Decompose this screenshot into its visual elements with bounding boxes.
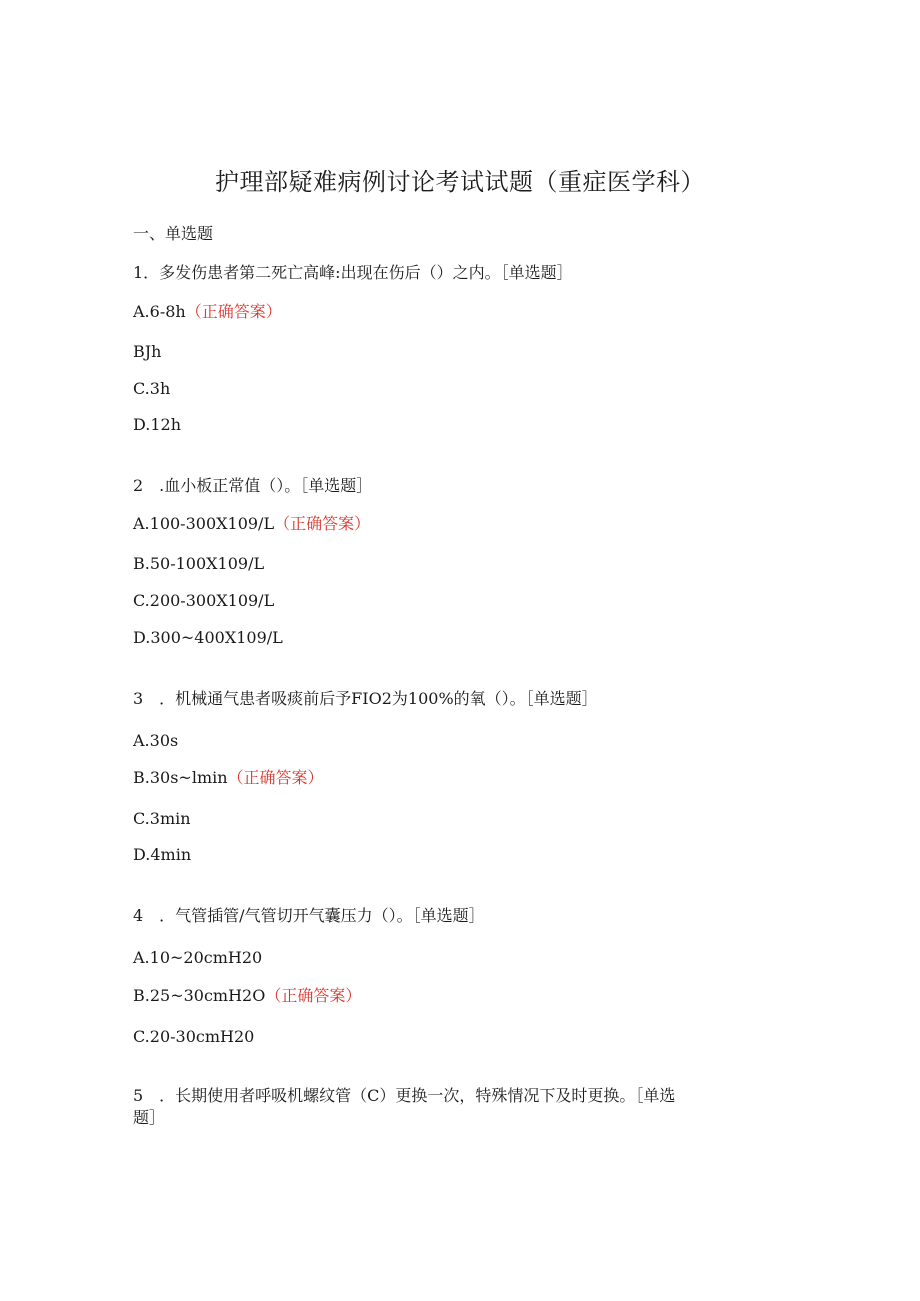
option-text: B.30s~lmin — [133, 768, 228, 787]
correct-answer-mark: （正确答案） — [265, 986, 362, 1005]
option-3c: C.3min — [133, 809, 191, 828]
correct-answer-mark: （正确答案） — [227, 768, 324, 787]
option-3d: D.4min — [133, 845, 192, 864]
option-2d: D.300~400X109/L — [133, 628, 283, 647]
option-4a: A.10~20cmH20 — [133, 948, 263, 967]
option-1c: C.3h — [133, 379, 171, 398]
correct-answer-mark: （正确答案） — [274, 514, 371, 533]
option-text: A.100-300X109/L — [133, 514, 275, 533]
question-1: 1．多发伤患者第二死亡高峰:出现在伤后（）之内。［单选题］ — [133, 263, 573, 282]
option-text: B.25~30cmH2O — [133, 986, 266, 1005]
option-3b — [133, 767, 324, 789]
option-4c: C.20-30cmH20 — [133, 1027, 255, 1046]
question-2: 2 .血小板正常值（）。［单选题］ — [133, 476, 373, 495]
option-text: A.6-8h — [133, 302, 186, 321]
option-1b: BJh — [133, 342, 162, 361]
option-3a: A.30s — [133, 731, 179, 750]
option-2b: B.50-100X109/L — [133, 554, 265, 573]
option-4b — [133, 985, 361, 1007]
question-3: 3 ．机械通气患者吸痰前后予FIO2为100%的氧（）。［单选题］ — [133, 689, 598, 708]
question-4: 4 ．气管插管/气管切开气囊压力（）。［单选题］ — [133, 906, 485, 925]
option-1a — [133, 301, 282, 323]
page-title: 护理部疑难病例讨论考试试题（重症医学科） — [215, 168, 705, 196]
option-2a — [133, 513, 370, 535]
question-5: 5 ．长期使用者呼吸机螺纹管（C）更换一次，特殊情况下及时更换。［单选题］ — [133, 1086, 676, 1127]
correct-answer-mark: （正确答案） — [185, 302, 282, 321]
option-1d: D.12h — [133, 415, 182, 434]
option-2c: C.200-300X109/L — [133, 591, 275, 610]
section-heading: 一、单选题 — [133, 224, 214, 243]
